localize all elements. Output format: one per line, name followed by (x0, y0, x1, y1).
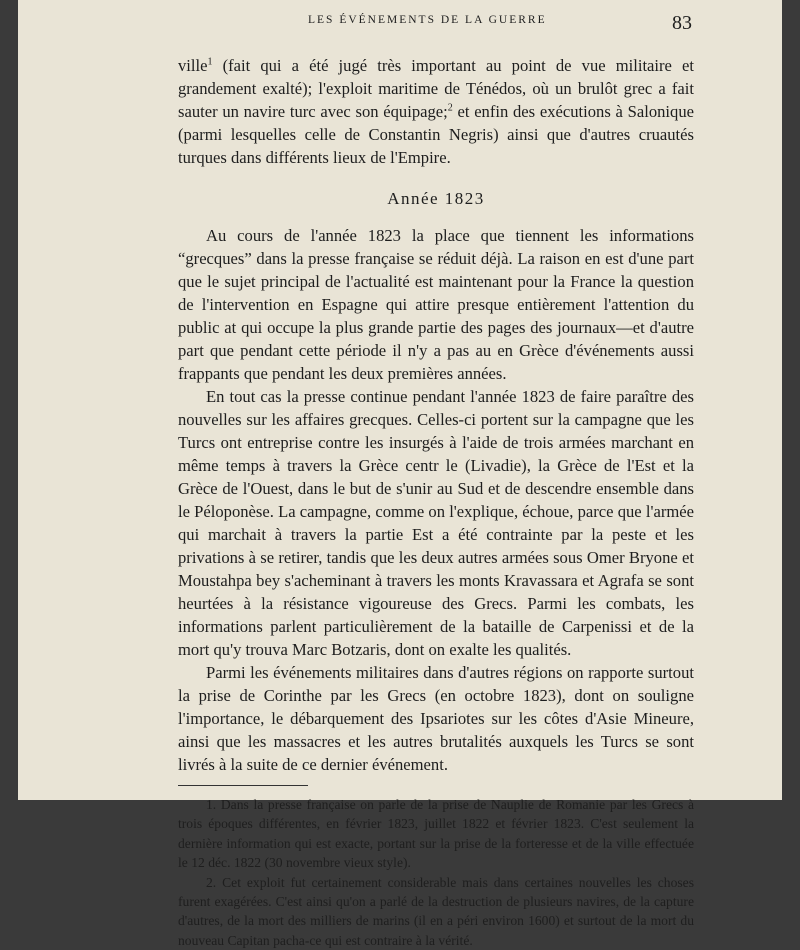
footnote-1: 1. Dans la presse française on parle de la prise de Nauplie de Romanie par les Grecs à trois époques différentes, en février 1823, juillet 1822 et février 1823. C'est seulement la dernière information qui est exacte, portant sur la prise de la forteresse et de la ville effectuée le 12 déc. 1822 (30 novembre vieux style). (178, 797, 694, 871)
running-head: LES ÉVÉNEMENTS DE LA GUERRE (308, 14, 547, 26)
page-number: 83 (672, 12, 692, 34)
book-page (18, 0, 782, 948)
footnote-2: 2. Cet exploit fut certainement considerable mais dans certaines nouvelles les choses furent exagérées. C'est ainsi qu'on a parlé de la destruction de plusieurs navires, de la capture d'autres, de la mort des milliers de marins (il en a péri environ 1600) et surtout de la mort du nouveau Capitan pacha-ce qui est contraire à la vérité. (178, 874, 694, 948)
paragraph-2: En tout cas la presse continue pendant l'année 1823 de faire paraître des nouvelles sur les affaires grecques. Celles-ci portent sur la campagne que les Turcs ont entreprise contre les insurgés à l'aide de trois armées marchant en même temps à travers la Grèce centr le (Livadie), la Grèce de l'Est et la Grèce de l'Ouest, dans le but de s'unir au Sud et de descendre ensemble dans le Péloponèse. La campagne, comme on l'explique, échoue, parce que l'armée qui marchait à travers la partie Est a été contrainte par la peste et les privations à se retirer, tandis que les deux autres armées sous Omer Bryone et Moustahpa bey s'acheminant à travers les monts Kravassara et Agrafa se sont heurtées à la résistance vigoureuse des Grecs. Parmi les combats, les informations parlent particulièrement de la bataille de Carpenissi et de la mort qu'y trouva Marc Botzaris, dont on exalte les qualités. (178, 387, 694, 659)
body-text (178, 54, 694, 950)
intro-paragraph (178, 54, 694, 169)
section-title: Année 1823 (387, 189, 485, 208)
footnote-divider (178, 785, 308, 786)
paragraph-1: Au cours de l'année 1823 la place que tiennent les informations “grecques” dans la presse française se réduit déjà. La raison en est d'une part que le sujet principal de l'actualité est maintenant pour la France la question de l'intervention en Espagne qui attire presque entièrement l'attention du public at qui occupe la plus grande partie des pages des journaux—et d'autre part que pendant cette période il n'y a pas au en Grèce d'événements aussi frappants que pendant les deux premières années. (178, 226, 694, 383)
intro-text-2: (fait qui a été jugé très important au point de vue militaire et grandement exalté); l'exploit maritime de Ténédos, où un brulôt grec a fait sauter un navire turc avec son équipage; (178, 56, 694, 121)
paragraph-3: Parmi les événements militaires dans d'autres régions on rapporte surtout la prise de Corinthe par les Grecs (en octobre 1823), dont on souligne l'importance, le débarquement des Ipsariotes sur les côtes d'Asie Mineure, ainsi que les massacres et les autres brutalités auxquels les Turcs se sont livrés à la suite de ce dernier événement. (178, 663, 694, 774)
footnote-ref-2: 2 (447, 102, 453, 114)
footnote-ref-1: 1 (207, 56, 213, 68)
intro-text-1: ville (178, 56, 208, 75)
intro-text-3: et enfin des exécutions à Salonique (parmi lesquelles celle de Constantin Negris) ainsi que d'autres cruautés turques dans différents lieux de l'Empire. (178, 102, 694, 167)
